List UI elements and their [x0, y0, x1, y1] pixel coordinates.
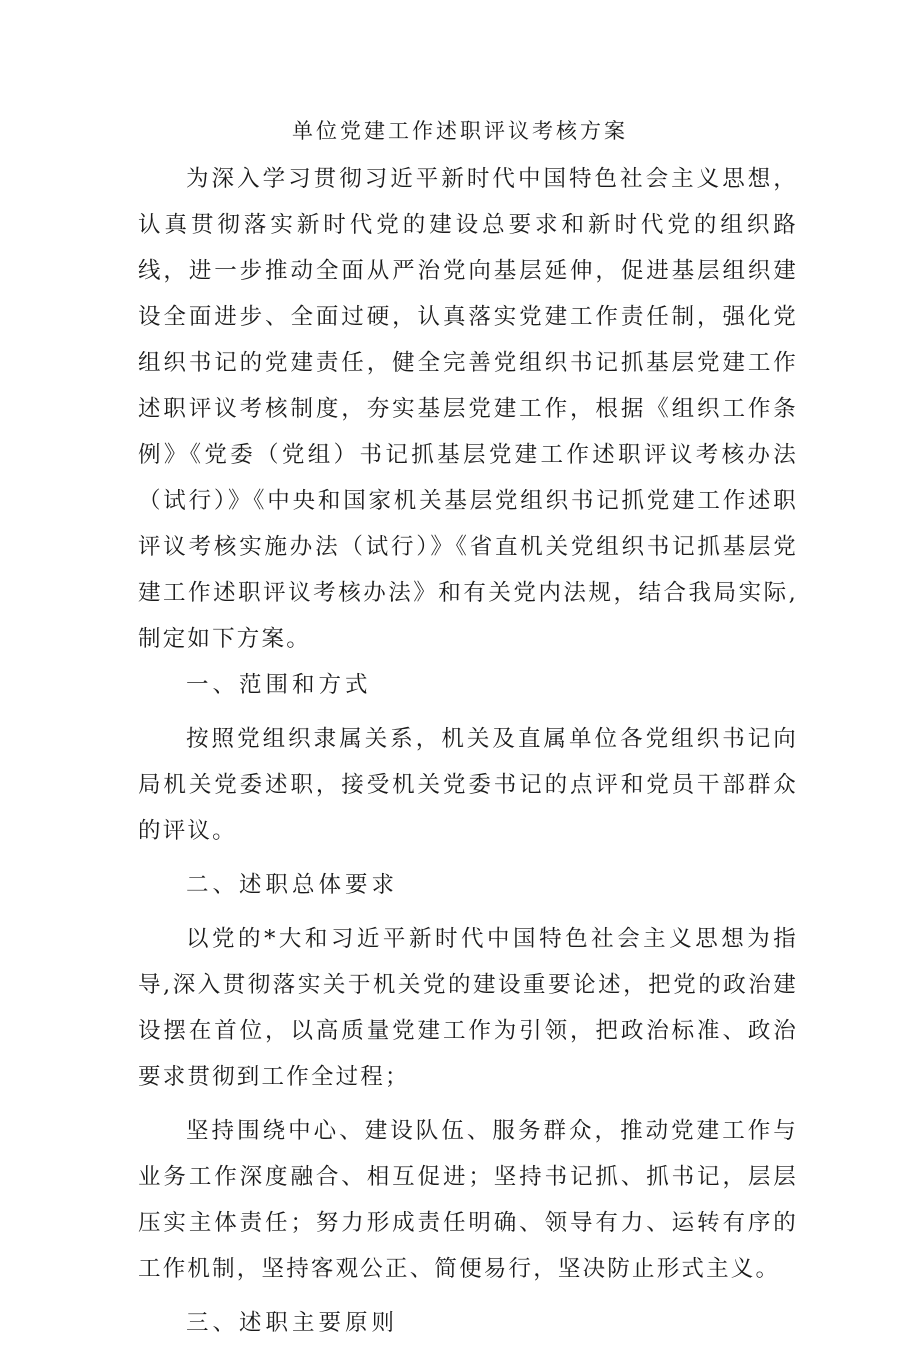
document-body — [138, 156, 798, 1346]
spacer — [138, 908, 798, 916]
section-heading-principles: 三、述职主要原则 — [186, 1310, 399, 1336]
spacer — [138, 854, 798, 862]
section-requirements-paragraph-1: 以党的*大和习近平新时代中国特色社会主义思想为指导,深入贯彻落实关于机关党的建设重要论述，把党的政治建设摆在首位，以高质量党建工作为引领，把政治标准、政治要求贯彻到工作全过程； — [138, 926, 798, 1090]
section-heading-requirements: 二、述职总体要求 — [186, 872, 399, 898]
document-title: 单位党建工作述职评议考核方案 — [292, 119, 628, 143]
intro-paragraph: 为深入学习贯彻习近平新时代中国特色社会主义思想，认真贯彻落实新时代党的建设总要求和新时代党的组织路线，进一步推动全面从严治党向基层延伸，促进基层组织建设全面进步、全面过硬，认真落实党建工作责任制，强化党组织书记的党建责任，健全完善党组织书记抓基层党建工作述职评议考核制度，夯实基层党建工作，根据《组织工作条例》《党委（党组）书记抓基层党建工作述职评议考核办法（试行）》《中央和国家机关基层党组织书记抓党建工作述职评议考核实施办法（试行）》《省直机关党组织书记抓基层党建工作述职评议考核办法》和有关党内法规，结合我局实际,制定如下方案。 — [138, 166, 798, 652]
section-heading-scope: 一、范围和方式 — [186, 672, 372, 698]
section-scope-paragraph: 按照党组织隶属关系，机关及直属单位各党组织书记向局机关党委述职，接受机关党委书记的点评和党员干部群众的评议。 — [138, 726, 798, 844]
section-requirements-paragraph-2: 坚持围绕中心、建设队伍、服务群众，推动党建工作与业务工作深度融合、相互促进；坚持书记抓、抓书记，层层压实主体责任；努力形成责任明确、领导有力、运转有序的工作机制，坚持客观公正、简便易行，坚决防止形式主义。 — [138, 1118, 798, 1282]
spacer — [138, 708, 798, 716]
spacer — [138, 1292, 798, 1300]
spacer — [138, 1100, 798, 1108]
